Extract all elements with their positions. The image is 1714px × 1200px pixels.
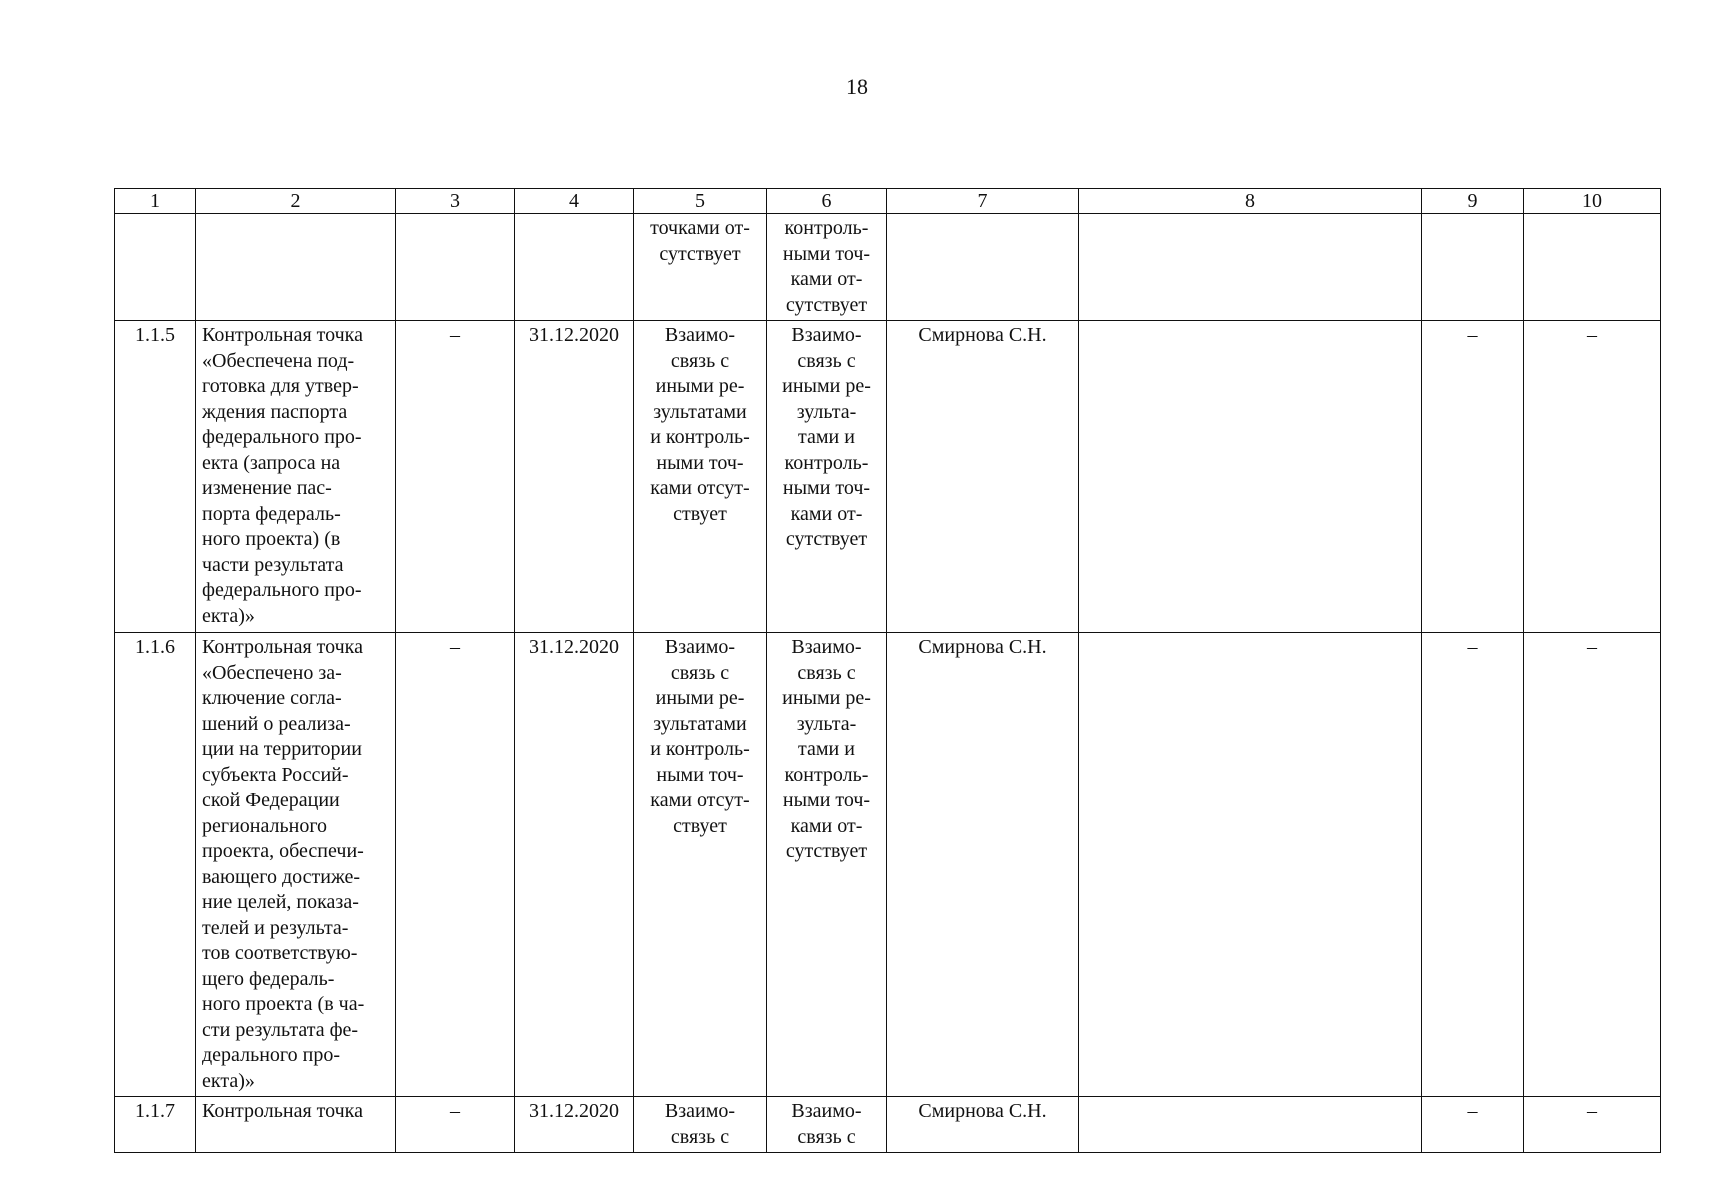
cell-col9 xyxy=(1422,321,1524,633)
cell-col10-text: – xyxy=(1587,324,1597,346)
cell-number-text: 1.1.5 xyxy=(135,324,175,346)
cell-col3-text: – xyxy=(450,636,460,658)
cell-col10 xyxy=(1524,633,1661,1097)
column-header-2: 2 xyxy=(196,189,396,214)
page-number: 18 xyxy=(846,74,868,99)
cell-col10-text: – xyxy=(1587,636,1597,658)
table-row-1-1-6 xyxy=(115,633,1661,1097)
table-row-1-1-5 xyxy=(115,321,1661,633)
cell-number xyxy=(115,321,196,633)
cell-col9-text: – xyxy=(1467,324,1478,346)
cell-col5-text: Взаимо- связь с иными ре- зультатами и контроль- ными точ- ками отсут- ствует xyxy=(650,636,750,837)
cell-col8 xyxy=(1079,1097,1422,1153)
cell-col6 xyxy=(767,1097,887,1153)
cell-col6 xyxy=(767,321,887,633)
cell-date xyxy=(515,1097,634,1153)
column-header-6: 6 xyxy=(767,189,887,214)
cell-col9-text: – xyxy=(1467,636,1478,658)
column-header-1: 1 xyxy=(115,189,196,214)
cell-col8 xyxy=(1079,214,1422,321)
column-header-10: 10 xyxy=(1524,189,1661,214)
cell-col6 xyxy=(767,633,887,1097)
cell-date xyxy=(515,321,634,633)
cell-date-text: 31.12.2020 xyxy=(529,1100,619,1122)
cell-col3 xyxy=(396,321,515,633)
cell-col5 xyxy=(634,633,767,1097)
cell-name xyxy=(196,633,396,1097)
column-header-7: 7 xyxy=(887,189,1079,214)
cell-col5 xyxy=(634,214,767,321)
table-row-continuation xyxy=(115,214,1661,321)
cell-col5 xyxy=(634,1097,767,1153)
cell-col5 xyxy=(634,321,767,633)
cell-date xyxy=(515,633,634,1097)
cell-col9 xyxy=(1422,214,1524,321)
cell-responsible xyxy=(887,214,1079,321)
cell-col6-text: Взаимо- связь с xyxy=(791,1100,862,1148)
cell-responsible-text: Смирнова С.Н. xyxy=(918,324,1047,346)
cell-col10 xyxy=(1524,1097,1661,1153)
cell-col10 xyxy=(1524,321,1661,633)
cell-name xyxy=(196,1097,396,1153)
cell-col6-text: Взаимо- связь с иными ре- зульта- тами и контроль- ными точ- ками от- сутствует xyxy=(782,636,871,862)
cell-number-text: 1.1.7 xyxy=(135,1100,175,1122)
cell-number xyxy=(115,214,196,321)
cell-date-text: 31.12.2020 xyxy=(529,324,619,346)
cell-col5-text: точками от- сутствует xyxy=(650,217,750,265)
cell-name-text: Контрольная точка «Обеспечено за- ключение согла- шений о реализа- ции на территории субъекта Россий- ской Федерации регионального проекта, обеспечи- вающего достиже- ние целей, показа- телей и результа- тов соответствую- щего федераль- ного проекта (в ча- сти результата фе- дерального про- екта)» xyxy=(202,636,365,1092)
cell-responsible xyxy=(887,1097,1079,1153)
cell-col6-text: Взаимо- связь с иными ре- зульта- тами и контроль- ными точ- ками от- сутствует xyxy=(782,324,871,550)
cell-col8 xyxy=(1079,321,1422,633)
control-points-table xyxy=(114,188,1661,1153)
column-header-8: 8 xyxy=(1079,189,1422,214)
cell-col6-text: контроль- ными точ- ками от- сутствует xyxy=(782,217,871,316)
cell-date xyxy=(515,214,634,321)
cell-col10 xyxy=(1524,214,1661,321)
cell-number xyxy=(115,633,196,1097)
cell-col9-text: – xyxy=(1467,1100,1478,1122)
cell-col9 xyxy=(1422,1097,1524,1153)
cell-number-text: 1.1.6 xyxy=(135,636,175,658)
column-header-5: 5 xyxy=(634,189,767,214)
cell-col8 xyxy=(1079,633,1422,1097)
cell-col6 xyxy=(767,214,887,321)
cell-responsible xyxy=(887,321,1079,633)
column-header-3: 3 xyxy=(396,189,515,214)
table-row-1-1-7 xyxy=(115,1097,1661,1153)
cell-name-text: Контрольная точка «Обеспечена под- готовка для утвер- ждения паспорта федерального про- екта (запроса на изменение пас- порта федераль- ного проекта) (в части результата федерального про- екта)» xyxy=(202,324,363,627)
cell-date-text: 31.12.2020 xyxy=(529,636,619,658)
table-header-row xyxy=(115,189,1661,214)
cell-col3-text: – xyxy=(450,1100,460,1122)
cell-responsible xyxy=(887,633,1079,1097)
column-header-9: 9 xyxy=(1422,189,1524,214)
cell-name-text: Контрольная точка xyxy=(202,1100,363,1122)
cell-responsible-text: Смирнова С.Н. xyxy=(918,636,1047,658)
cell-col3 xyxy=(396,1097,515,1153)
column-header-4: 4 xyxy=(515,189,634,214)
cell-responsible-text: Смирнова С.Н. xyxy=(918,1100,1047,1122)
cell-col5-text: Взаимо- связь с xyxy=(664,1100,736,1148)
cell-col3 xyxy=(396,214,515,321)
cell-name xyxy=(196,321,396,633)
cell-number xyxy=(115,1097,196,1153)
cell-name xyxy=(196,214,396,321)
cell-col3 xyxy=(396,633,515,1097)
cell-col10-text: – xyxy=(1587,1100,1597,1122)
cell-col5-text: Взаимо- связь с иными ре- зультатами и контроль- ными точ- ками отсут- ствует xyxy=(650,324,750,525)
cell-col9 xyxy=(1422,633,1524,1097)
cell-col3-text: – xyxy=(450,324,460,346)
